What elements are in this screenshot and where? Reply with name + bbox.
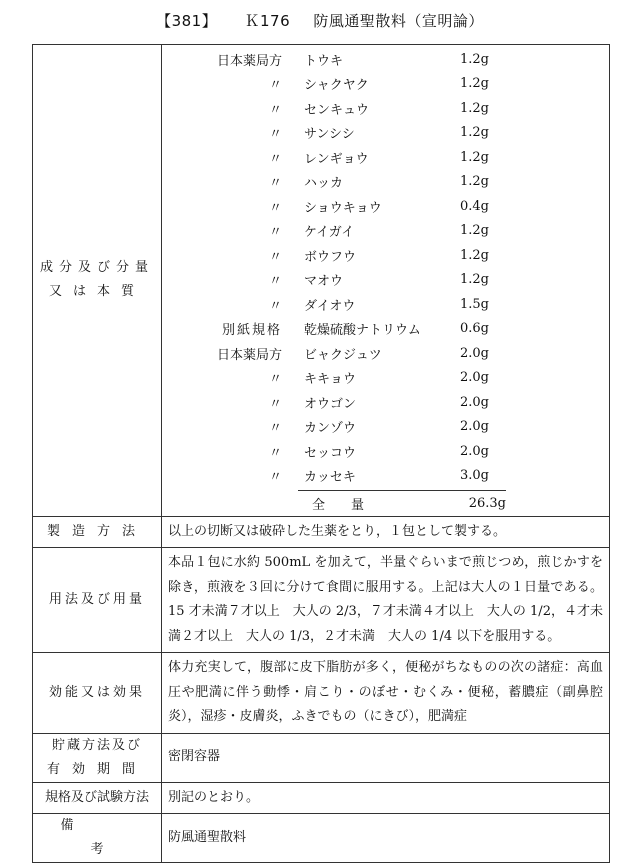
ingredient-row	[162, 72, 609, 97]
ingredients-label-line1: 成分及び分量	[39, 260, 154, 276]
ingredient-row	[162, 439, 609, 464]
standard-text: 別記のとおり。	[162, 782, 610, 814]
manufacture-row	[33, 516, 610, 548]
ingredient-row	[162, 341, 609, 366]
usage-text: 本品１包に水約 500mL を加えて，半量ぐらいまで煎じつめ，煎じかすを除き，煎液を３回に分けて食間に服用する。上記は大人の１日量である。15 才未満７才以上 大人の 2/3，７才未満４才以上 大人の 1/2，４才未満２才以上 大人の 1/3，２才未満 大人の 1/4 以下を服用する。	[162, 548, 610, 653]
ingredient-amount: 0.6g	[460, 321, 489, 337]
total-row	[298, 490, 506, 516]
ingredient-name: オウゴン	[304, 396, 357, 412]
ingredient-source: 〃	[268, 249, 282, 265]
manufacture-label-text: 製造方法	[46, 523, 147, 539]
ingredient-source: 〃	[268, 225, 282, 241]
ingredient-source: 〃	[268, 127, 282, 143]
ingredient-amount: 2.0g	[460, 419, 489, 435]
formula-name: 防風通聖散料（宣明論）	[313, 12, 484, 30]
remarks-label-text: 備考	[60, 818, 164, 857]
usage-row	[33, 548, 610, 653]
ingredient-amount: 1.2g	[460, 174, 489, 190]
ingredient-row	[162, 47, 609, 72]
ingredients-list	[162, 45, 609, 490]
ingredient-name: サンシシ	[304, 127, 355, 143]
ingredient-name: シャクヤク	[304, 78, 369, 94]
ingredient-amount: 2.0g	[460, 394, 489, 410]
ingredient-amount: 1.5g	[460, 296, 489, 312]
ingredient-source: 〃	[268, 200, 282, 216]
ingredient-row	[162, 194, 609, 219]
ingredient-name: ケイガイ	[304, 225, 355, 241]
ingredients-cell	[162, 45, 610, 517]
standard-label	[33, 782, 162, 814]
storage-label	[33, 733, 162, 782]
efficacy-label	[33, 653, 162, 734]
ingredients-row	[33, 45, 610, 517]
ingredient-source: 〃	[268, 445, 282, 461]
ingredient-source: 日本薬局方	[216, 53, 282, 69]
ingredient-row	[162, 390, 609, 415]
storage-row	[33, 733, 610, 782]
storage-label-line1: 貯蔵方法及び	[51, 737, 142, 753]
ingredient-amount: 2.0g	[460, 345, 489, 361]
ingredient-row	[162, 121, 609, 146]
usage-label	[33, 548, 162, 653]
ingredient-name: トウキ	[304, 53, 344, 69]
ingredient-source: 〃	[268, 176, 282, 192]
standard-label-text: 規格及び試験方法	[44, 789, 149, 805]
ingredient-name: カンゾウ	[304, 421, 357, 437]
ingredient-amount: 0.4g	[460, 198, 489, 214]
usage-label-text: 用法及び用量	[48, 592, 145, 607]
ingredient-name: ビャクジュツ	[304, 347, 382, 363]
ingredients-label-line2: 又は本質	[48, 284, 145, 300]
ingredient-amount: 1.2g	[460, 149, 489, 165]
ingredient-amount: 2.0g	[460, 443, 489, 459]
storage-text: 密閉容器	[162, 733, 610, 782]
ingredient-source: 〃	[268, 396, 282, 412]
ingredient-row	[162, 292, 609, 317]
ingredient-amount: 1.2g	[460, 100, 489, 116]
ingredient-source: 〃	[268, 151, 282, 167]
manufacture-label	[33, 516, 162, 548]
remarks-text: 防風通聖散料	[162, 814, 610, 863]
ingredient-name: カッセキ	[304, 470, 356, 486]
remarks-label	[33, 814, 162, 863]
ingredient-source: 〃	[268, 78, 282, 94]
ingredient-name: ダイオウ	[304, 298, 356, 314]
ingredient-row	[162, 170, 609, 195]
ingredient-source: 〃	[268, 274, 282, 290]
ingredient-name: マオウ	[304, 274, 344, 290]
formula-table	[32, 44, 610, 863]
ingredient-source: 別紙規格	[221, 323, 282, 339]
standard-row	[33, 782, 610, 814]
efficacy-text: 体力充実して，腹部に皮下脂肪が多く，便秘がちなものの次の諸症：高血圧や肥満に伴う動悸・肩こり・のぼせ・むくみ・便秘，蓄膿症（副鼻腔炎），湿疹・皮膚炎，ふきでもの（にきび），肥満症	[162, 653, 610, 734]
ingredient-source: 〃	[268, 372, 282, 388]
ingredient-name: ショウキョウ	[304, 200, 382, 216]
ingredient-source: 〃	[268, 102, 282, 118]
ingredient-name: 乾燥硫酸ナトリウム	[304, 323, 421, 339]
ingredient-source: 〃	[268, 298, 282, 314]
ingredient-row	[162, 415, 609, 440]
ingredient-amount: 1.2g	[460, 51, 489, 67]
ingredient-amount: 1.2g	[460, 223, 489, 239]
storage-label-line2: 有効期間	[46, 761, 147, 777]
ingredient-row	[162, 219, 609, 244]
ingredient-source: 〃	[268, 470, 282, 486]
ingredient-row	[162, 243, 609, 268]
ingredient-name: レンギョウ	[304, 151, 369, 167]
ingredient-amount: 3.0g	[460, 468, 489, 484]
entry-number: 【381】	[156, 12, 218, 30]
total-label: 全 量	[312, 497, 365, 513]
total-amount: 26.3g	[468, 495, 506, 511]
ingredient-amount: 1.2g	[460, 76, 489, 92]
ingredient-row	[162, 366, 609, 391]
ingredient-amount: 1.2g	[460, 125, 489, 141]
ingredient-row	[162, 96, 609, 121]
ingredient-row	[162, 145, 609, 170]
ingredient-row	[162, 317, 609, 342]
ingredient-source: 〃	[268, 421, 282, 437]
ingredient-row	[162, 268, 609, 293]
ingredient-name: ハッカ	[304, 176, 344, 192]
manufacture-text: 以上の切断又は破砕した生薬をとり，１包として製する。	[162, 516, 610, 548]
ingredient-name: キキョウ	[304, 372, 357, 388]
ingredient-name: セッコウ	[304, 445, 357, 461]
ingredients-label	[33, 45, 162, 517]
ingredient-amount: 1.2g	[460, 272, 489, 288]
ingredient-amount: 1.2g	[460, 247, 489, 263]
ingredient-amount: 2.0g	[460, 370, 489, 386]
ingredient-name: センキュウ	[304, 102, 370, 118]
formula-code: Ｋ176	[244, 12, 291, 30]
ingredient-source: 日本薬局方	[216, 347, 282, 363]
remarks-row	[33, 814, 610, 863]
ingredient-row	[162, 464, 609, 489]
page-title	[0, 10, 640, 31]
efficacy-row	[33, 653, 610, 734]
ingredient-name: ボウフウ	[304, 249, 357, 265]
efficacy-label-text: 効能又は効果	[48, 684, 145, 700]
